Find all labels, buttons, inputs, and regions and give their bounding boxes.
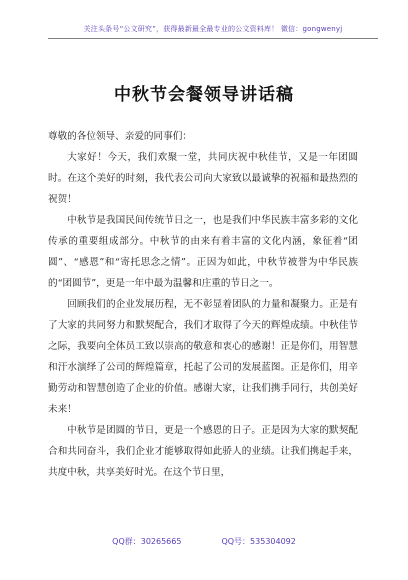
footer-contact [0,536,408,547]
salutation: 尊敬的各位领导、亲爱的同事们： [48,131,192,142]
paragraph: 大家好！今天，我们欢聚一堂，共同庆祝中秋佳节，又是一年团圆时。在这个美好的时刻，我代表公司向大家致以最诚挚的祝福和最热烈的祝贺！ [48,152,358,205]
paragraph: 中秋节是团圆的节日，更是一个感恩的日子。正是因为大家的默契配合和共同奋斗，我们企业才能够取得如此骄人的业绩。让我们携起手来，共度中秋，共享美好时光。在这个节日里， [48,425,358,478]
document-body [48,126,358,483]
header-divider [48,38,378,39]
paragraph: 中秋节是我国民间传统节日之一，也是我们中华民族丰富多彩的文化传承的重要组成部分。中秋节的由来有着丰富的文化内涵，象征着“团圆”、“感恩”和“寄托思念之情”。正因为如此，中秋节被誉为中华民族的“团圆节”，更是一年中最为温馨和庄重的节日之一。 [48,215,358,289]
document-title: 中秋节会餐领导讲话稿 [114,85,294,105]
footer-qq-number: QQ号：535304092 [221,537,296,546]
footer-qq-group: QQ群：30265665 [112,537,182,546]
header-notice: 关注头条号“公文研究”，获得最新最全最专业的公文资料库！ 微信：gongwenyj [83,25,343,33]
paragraph: 回顾我们的企业发展历程，无不彰显着团队的力量和凝聚力。正是有了大家的共同努力和默契配合，我们才取得了今天的辉煌成绩。中秋佳节之际，我要向全体员工致以崇高的敬意和衷心的感谢！正是你们，用智慧和汗水演绎了公司的辉煌篇章，托起了公司的发展蓝图。正是你们，用辛勤劳动和智慧创造了企业的价值。感谢大家，让我们携手同行，共创美好未来！ [48,299,358,415]
